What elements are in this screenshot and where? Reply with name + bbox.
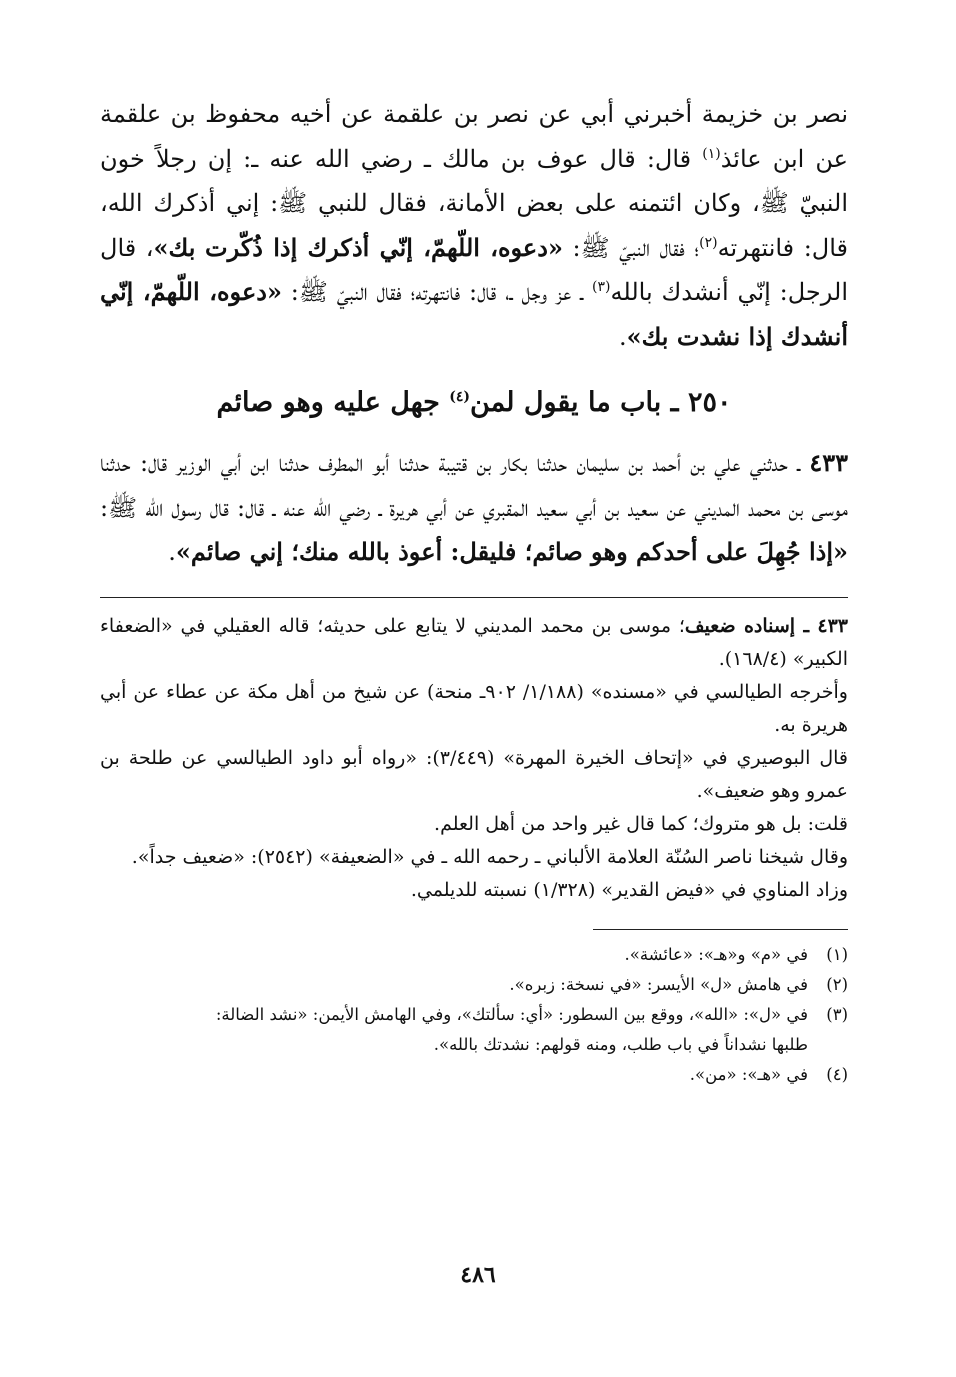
prophetic-quote: «إذا جُهِلَ على أحدكم وهو صائم؛ فليقل: أعوذ بالله منك؛ إني صائم» (175, 537, 848, 566)
note-paragraph: وقال شيخنا ناصر السُنّة العلامة الألباني ـ رحمه الله ـ في «الضعيفة» (٢٥٤٢): «ضعيف جداً». (131, 845, 848, 868)
footnote-number: (٣) (826, 1004, 848, 1024)
footnote-number: (٢) (826, 974, 848, 994)
prophetic-quote: «دعوه، اللّهمّ، إنّي أذكرك إذا ذُكّرت (205, 232, 563, 262)
note-paragraph: قلت: بل هو متروك؛ كما قال غير واحد من أهل العلم. (434, 812, 848, 835)
footnote-ref[interactable]: (١) (702, 145, 721, 162)
footnote: (٤)في «هـ»: «من». (100, 1060, 848, 1090)
footnote-ref[interactable]: (٣) (592, 279, 611, 295)
note-paragraph: ٤٣٣ ـ إسناده ضعيف؛ موسى بن محمد المديني لا يتابع على حديثه؛ قاله العقيلي في «الضعفاء الكبير» (١٦٨/٤). (100, 614, 849, 670)
footnotes (100, 940, 848, 1090)
page-body (100, 92, 848, 1090)
main-text (100, 92, 848, 359)
footnote: (٣)في «ل»: «الله»، ووقع بين السطور: «أي: سألتك»، وفي الهامش الأيمن: «نشد الضالة: (100, 1000, 848, 1030)
note-paragraph: وزاد المناوي في «فيض القدير» (١/٣٢٨) نسبته للديلمي. (410, 878, 848, 901)
prophetic-quote: «دعوه، اللّهمّ، إنّي أنشدك إذا نشدت بك» (100, 277, 848, 351)
footnote-ref[interactable]: (٤) (449, 389, 471, 405)
takhrij-notes (100, 610, 848, 907)
note-paragraph: قال البوصيري في «إتحاف الخيرة المهرة» (٣/٤٤٩): «رواه أبو داود الطيالسي عن طلحة بن عمرو وهو ضعيف». (100, 746, 848, 802)
footnotes-divider (593, 929, 848, 930)
page-number: ٤٨٦ (460, 1262, 496, 1288)
chapter-heading: ٢٥٠ ـ باب ما يقول لمن$^{(٤)}$ جهل عليه وهو صائم (216, 387, 732, 418)
notes-divider (100, 597, 848, 598)
footnote-continuation: طلبها نشداناً في باب طلب، ومنه قولهم: نشدتك بالله». (433, 1034, 808, 1054)
footnote: (١)في «م» و«هـ»: «عائشة». (100, 940, 848, 970)
hadith-number: ٤٣٣ (809, 448, 848, 477)
hadith-block (100, 441, 848, 575)
main-paragraph: نصر بن خزيمة أخبرني أبي عن نصر بن علقمة عن أخيه محفوظ بن علقمة عن ابن عائذ$^{(١)}$ قال: قال عوف بن مالك ـ رضي الله عنه ـ: إن رجلاً خون النبيّ ﷺ، وكان ائتمنه على بعض الأمانة، فقال للنبي ﷺ: إني أذكرك الله، قال: فانتهرته$^{(٢)}$؛ فقال النبيّ ﷺ: «دعوه، اللّهمّ، إنّي أذكرك إذا ذُكّرت بك»، قال الرجل: إنّي أنشدك بالله$^{(٣)}$ ـ عز وجل ـ، قال: فانتهرته؛ فقال النبيّ ﷺ: «دعوه، اللّهمّ، إنّي أنشدك إذا نشدت بك». (100, 100, 849, 351)
hadith-paragraph: ٤٣٣ ـ حدثني علي بن أحمد بن سليمان حدثنا بكار بن قتيبة حدثنا أبو المطرف حدثنا ابن أبي الوزير قال: حدثنا موسى بن محمد المديني عن سعيد بن أبي سعيد المقبري عن أبي هريرة ـ رضي الله عنه ـ قال: قال رسول الله ﷺ: «إذا جُهِلَ على أحدكم وهو صائم؛ فليقل: أعوذ بالله منك؛ إني صائم». (100, 448, 848, 566)
footnote-ref[interactable]: (٢) (699, 234, 718, 251)
footnote-number: (١) (826, 944, 848, 964)
footnote: (٢)في هامش «ل» الأيسر: «في نسخة: زبره». (100, 970, 848, 1000)
footnote-number: (٤) (826, 1064, 848, 1084)
note-paragraph: وأخرجه الطيالسي في «مسنده» (١/١٨٨/ ٩٠٢ـ منحة) عن شيخ من أهل مكة عن عطاء عن أبي هريرة به. (100, 680, 848, 736)
